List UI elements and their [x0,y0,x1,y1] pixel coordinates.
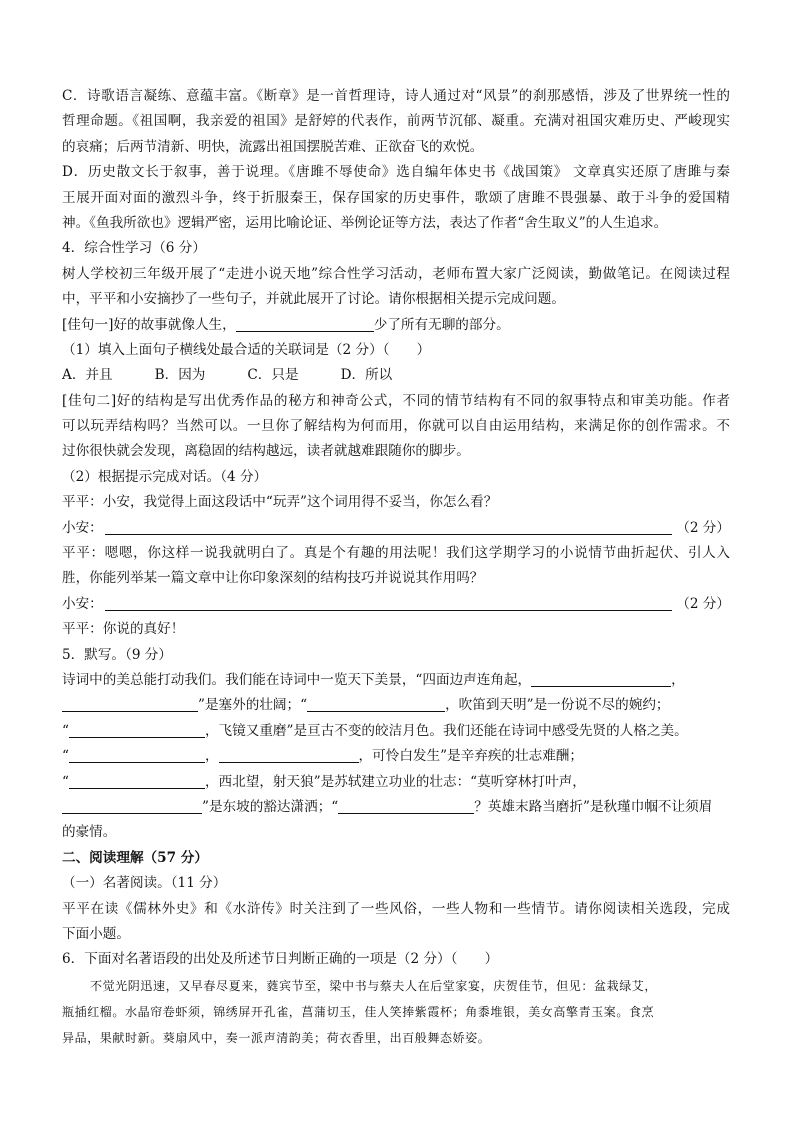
option-d-line-3: 神。《鱼我所欲也》逻辑严密，运用比喻论证、举例论证等方法，表达了作者“舍生取义”的人生追求。 [62,214,668,231]
answer-score-1: （2 分） [676,519,730,536]
dictation-text: ，飞镜又重磨”是亘古不变的皎洁月色。我们还能在诗词中感受先贤的人格之美。 [204,722,688,739]
quote-2-line-1: [佳句二]好的结构是写出优秀作品的秘方和神奇公式，不同的情节结构有不同的叙事特点和审美功能。作者 [62,392,730,409]
dictation-blank-5[interactable] [69,746,205,763]
dictation-text: ，可怜白发生”是辛弃疾的壮志难酬； [358,748,583,765]
section-2-intro-line-1: 平平在读《儒林外史》和《水浒传》时关注到了一些风俗，一些人物和一些情节。请你阅读相关选段，完成 [62,900,730,917]
dictation-text: “ [62,773,69,790]
dialogue-pingping-2-line-1: 平平：嗯嗯，你这样一说我就明白了。真是个有趣的用法呢！我们这学期学习的小说情节曲折起伏、引人入 [62,545,730,562]
dictation-text: ”是塞外的壮阔；“ [198,697,308,714]
section-2-title: 二、阅读理解（57 分） [62,849,208,866]
dictation-blank-8[interactable] [62,797,202,814]
question-4-title: 4．综合性学习（6 分） [62,240,206,257]
question-4 [62,236,730,642]
dictation-line-5 [62,770,730,795]
dictation-blank-3[interactable] [307,695,445,712]
question-4-intro-line-1: 树人学校初三年级开展了“走进小说天地”综合性学习活动，老师布置大家广泛阅读，勤做笔记。在阅读过程 [62,265,730,282]
section-2-intro-line-2: 下面小题。 [62,925,130,942]
question-5 [62,643,730,846]
dialogue-xiaoan-answer-1 [62,516,730,541]
dictation-text: “ [62,722,69,739]
option-c-line-1: C．诗歌语言凝练、意蕴丰富。《断章》是一首哲理诗，诗人通过对“风景”的刹那感悟，涉及了世界统一性的 [62,88,730,104]
dictation-blank-9[interactable] [338,797,474,814]
excerpt-line-2: 瓶插红榴。水晶帘卷虾须，锦绣屏开孔雀，菖蒲切玉，佳人笑捧紫霞杯；角黍堆银，美女高擎青玉案。食烹 [62,1004,655,1019]
quote-2-line-2: 可以玩弄结构吗？当然可以。一旦你了解结构为何而用，你就可以自由运用结构，来满足你的创作需求。不 [62,418,730,435]
option-d-line-1: D．历史散文长于叙事，善于说理。《唐雎不辱使命》选自编年体史书《战国策》 文章真实还原了唐雎与秦 [62,164,730,181]
option-c [62,84,730,160]
dictation-line-3 [62,719,730,744]
answer-score-2: （2 分） [676,595,730,612]
quote-1-line [62,313,730,338]
excerpt-passage [62,973,730,1051]
option-d-choice[interactable]: D．所以 [340,367,393,384]
excerpt-line-3: 异品，果献时新。葵扇风中，奏一派声清韵美；荷衣香里，出百般舞态娇姿。 [62,1030,491,1045]
dictation-text: ，西北望，射天狼”是苏轼建立功业的壮志：“莫听穿林打叶声， [204,773,586,790]
dictation-line-4 [62,744,730,769]
dictation-text: ， [671,671,685,688]
dictation-blank-4[interactable] [69,721,205,738]
option-c-choice[interactable]: C．只是 [247,367,299,384]
sub-question-2: （2）根据提示完成对话。（4 分） [62,468,268,485]
dialogue-xiaoan-answer-2 [62,592,730,617]
dictation-blank-1[interactable] [531,670,671,687]
quote-1-start: [佳句一]好的故事就像人生， [62,316,236,333]
dialogue-pingping-2-line-2: 胜，你能列举某一篇文章中让你印象深刻的结构技巧并说说其作用吗？ [62,570,484,587]
dictation-line-6 [62,795,730,820]
dictation-line-2 [62,693,730,718]
section-2 [62,846,730,1051]
dictation-text: 诗词中的美总能打动我们。我们能在诗词中一览天下美景，“四面边声连角起， [62,671,532,688]
dictation-text: ，吹笛到天明”是一份说不尽的婉约； [445,697,670,714]
dictation-text: ”是东坡的豁达潇洒；“ [202,798,339,815]
option-d [62,160,730,236]
dictation-line-1 [62,668,730,693]
quote-1-blank[interactable] [236,315,374,332]
dictation-text: ？英雄末路当磨折”是秋瑾巾帼不让须眉 [474,798,713,815]
dictation-blank-6[interactable] [219,746,359,763]
xiaoan-label-2: 小安： [62,595,103,612]
sub-question-1: （1）填入上面句子横线处最合适的关联词是（2 分）（ ） [62,341,431,358]
dictation-line-7: 的豪情。 [62,824,117,841]
dialogue-pingping-3: 平平：你说的真好！ [62,621,185,638]
option-b[interactable]: B．因为 [154,367,206,384]
dictation-text: ， [204,748,219,765]
xiaoan-label-1: 小安： [62,519,103,536]
quote-1-end: 少了所有无聊的部分。 [373,316,510,333]
excerpt-line-1: 不觉光阴迅速，又早春尽夏来，蕤宾节至，梁中书与蔡夫人在后堂家宴，庆贺佳节，但见：盆栽绿艾， [90,978,658,993]
dictation-blank-7[interactable] [69,772,205,789]
option-c-line-3: 的哀痛；后两节清新、明快，流露出祖国摆脱苦难、正欲奋飞的欢悦。 [62,138,484,155]
options-row [62,363,730,388]
option-c-line-2: 哲理命题。《祖国啊，我亲爱的祖国》是舒婷的代表作，前两节沉郁、凝重。充满对祖国灾难历史、严峻现实 [62,113,730,130]
answer-blank-2[interactable] [105,594,672,611]
question-5-title: 5．默写。（9 分） [62,646,172,663]
option-a[interactable]: A．并且 [62,367,113,384]
answer-blank-1[interactable] [105,518,672,535]
dictation-blank-2[interactable] [62,695,198,712]
dialogue-pingping-1: 平平：小安，我觉得上面这段话中“玩弄”这个词用得不妥当，你怎么看？ [62,494,498,511]
option-d-line-2: 王展开面对面的激烈斗争，终于折服秦王，保存国家的历史事件，歌颂了唐雎不畏强暴、敢于斗争的爱国精 [62,189,730,206]
dictation-text: “ [62,748,69,765]
quote-2-line-3: 过你很快就会发现，离稳固的结构越远，读者就越难跟随你的脚步。 [62,443,470,460]
question-4-intro-line-2: 中，平平和小安摘抄了一些句子，并就此展开了讨论。请你根据相关提示完成问题。 [62,291,565,308]
question-6: 6．下面对名著语段的出处及所述节日判断正确的一项是（2 分）（ ） [62,951,499,968]
exam-page [62,84,730,1051]
section-2-part-1: （一）名著阅读。（11 分） [62,875,227,892]
